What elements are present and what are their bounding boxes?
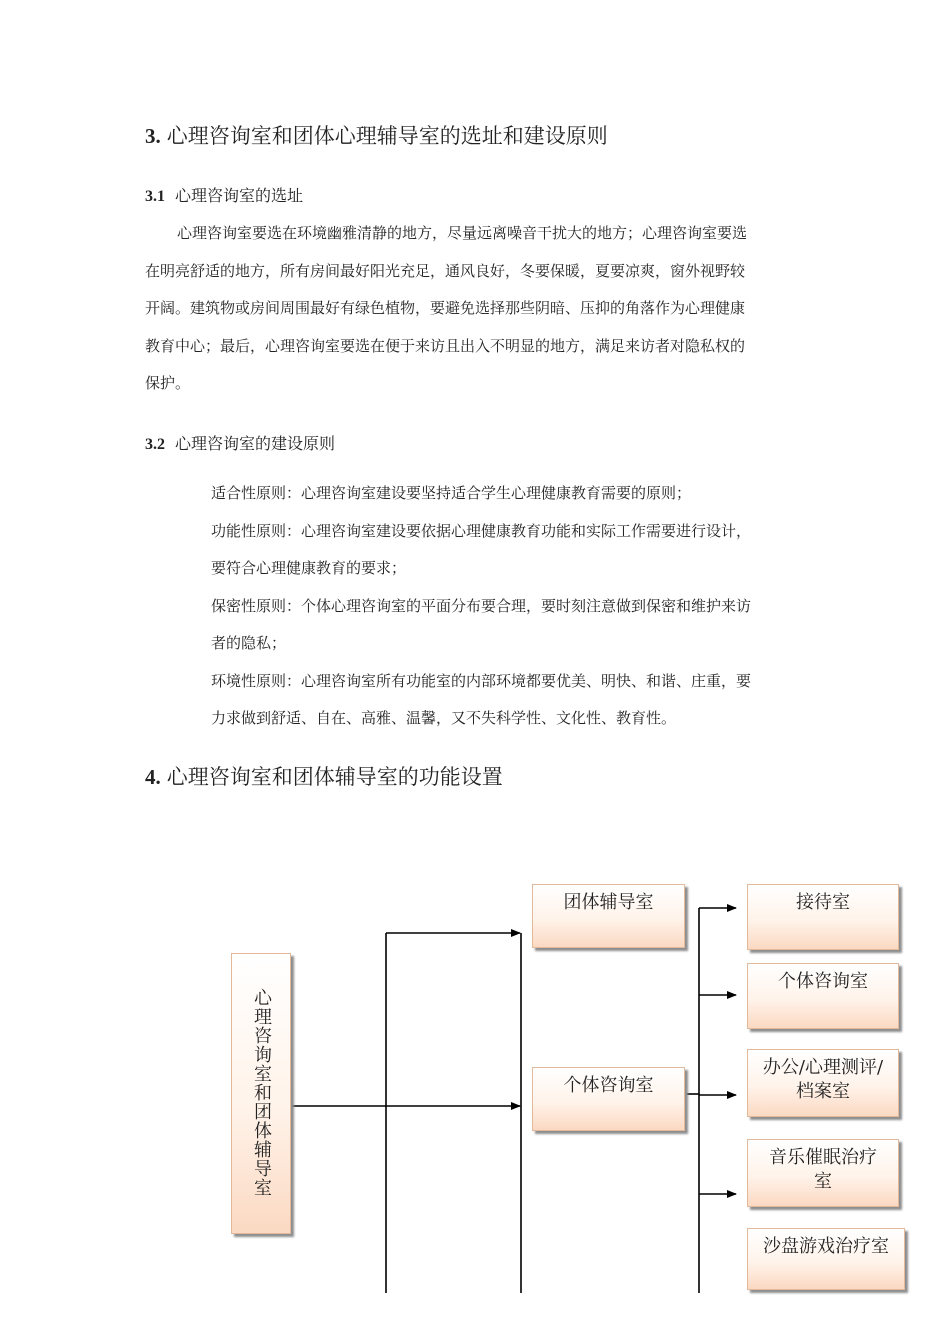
paragraph-line: 在明亮舒适的地方，所有房间最好阳光充足，通风良好，冬要保暖，夏要凉爽，窗外视野较	[145, 261, 746, 280]
principle-line: 环境性原则：心理咨询室所有功能室的内部环境都要优美、明快、和谐、庄重，要	[211, 671, 752, 690]
music-hypnosis-room-box	[747, 1139, 899, 1207]
sandplay-room-label: 沙盘游戏治疗室	[763, 1236, 889, 1257]
paragraph-line: 保护。	[145, 374, 191, 392]
principle-line: 力求做到舒适、自在、高雅、温馨，又不失科学性、文化性、教育性。	[211, 709, 677, 727]
counseling-room-label: 个体咨询室	[778, 971, 868, 992]
subsection-3-1-number: 3.1	[145, 188, 165, 205]
reception-room-box	[747, 884, 899, 950]
subsection-3-2-title: 心理咨询室的建设原则	[175, 434, 336, 453]
reception-room-label: 接待室	[796, 892, 850, 913]
individual-room-box	[532, 1067, 685, 1131]
section-3-number: 3.	[145, 124, 161, 148]
group-room-box	[532, 884, 685, 948]
principle-line: 功能性原则：心理咨询室建设要依据心理健康教育功能和实际工作需要进行设计，	[211, 521, 752, 540]
office-assessment-archive-box	[747, 1049, 899, 1117]
group-room-label: 团体辅导室	[563, 892, 654, 913]
subsection-3-2-number: 3.2	[145, 436, 165, 453]
principle-line: 要符合心理健康教育的要求；	[211, 559, 407, 577]
section-3-title: 心理咨询室和团体心理辅导室的选址和建设原则	[166, 124, 608, 148]
music-hypnosis-room-label: 音乐催眠治疗室	[769, 1147, 877, 1192]
sandplay-room-box	[747, 1228, 905, 1290]
paragraph-line: 开阔。建筑物或房间周围最好有绿色植物，要避免选择那些阴暗、压抑的角落作为心理健康	[145, 299, 746, 317]
paragraph-line: 心理咨询室要选在环境幽雅清静的地方，尽量远离噪音干扰大的地方；心理咨询室要选	[177, 224, 748, 242]
principle-line: 适合性原则：心理咨询室建设要坚持适合学生心理健康教育需要的原则；	[211, 484, 692, 502]
section-4-number: 4.	[145, 765, 161, 789]
principle-line: 保密性原则：个体心理咨询室的平面分布要合理，要时刻注意做到保密和维护来访	[211, 596, 752, 615]
paragraph-line: 教育中心；最后，心理咨询室要选在便于来访且出入不明显的地方，满足来访者对隐私权的	[145, 336, 746, 355]
root-node-box	[231, 953, 291, 1234]
counseling-room-box	[747, 963, 899, 1029]
principle-line: 者的隐私；	[211, 634, 287, 652]
root-node-label: 心理咨询室和团体辅导室	[251, 988, 272, 1197]
office-assessment-archive-label: 办公/心理测评/档案室	[762, 1057, 884, 1102]
section-4-title: 心理咨询室和团体辅导室的功能设置	[166, 765, 503, 789]
subsection-3-1-title: 心理咨询室的选址	[175, 186, 304, 205]
individual-room-label: 个体咨询室	[563, 1075, 654, 1096]
